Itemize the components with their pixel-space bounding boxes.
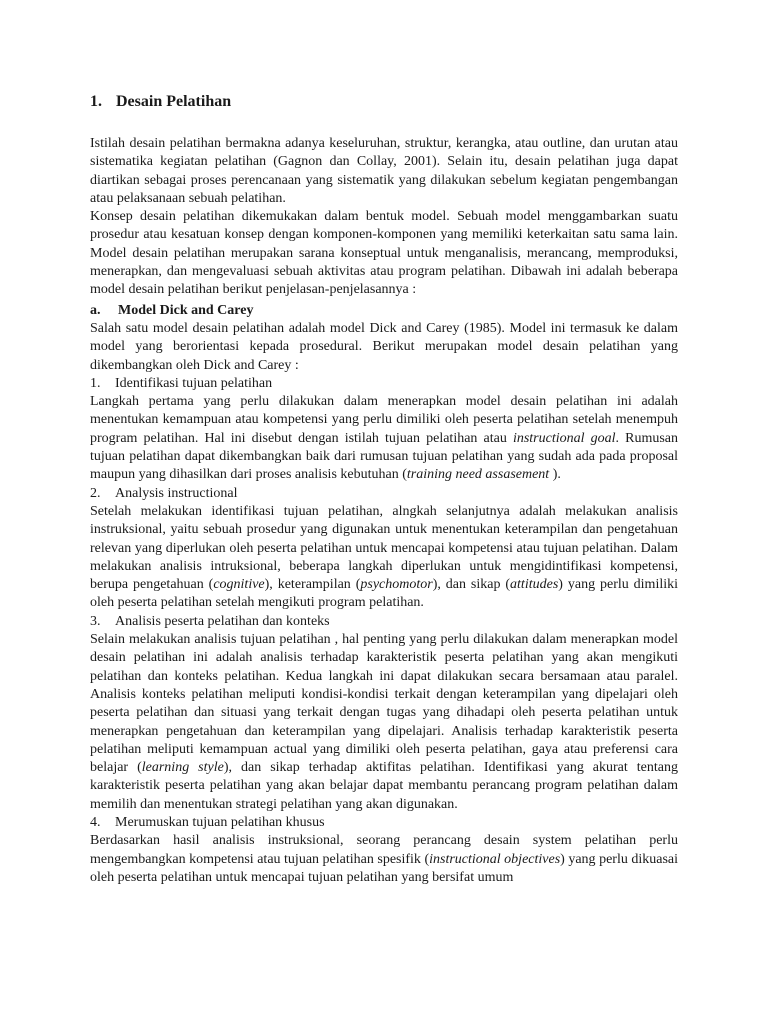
- italic-term: instructional objectives: [429, 851, 561, 867]
- subsection-heading: [90, 302, 678, 320]
- step-heading-4: [90, 814, 678, 832]
- step-number: 3.: [90, 613, 101, 629]
- intro-paragraph-1: Istilah desain pelatihan bermakna adanya keseluruhan, struktur, kerangka, atau outline, dan urutan atau sistematika kegiatan pelatihan (Gagnon dan Collay, 2001). Selain itu, desain pelatihan juga dapat diartikan sebagai proses perencanaan yang sistematik yang dilakukan sebelum kegiatan pengembangan atau pelaksanaan sebuah pelatihan.: [90, 136, 678, 206]
- step-number: 4.: [90, 814, 101, 830]
- text-run: Langkah pertama yang perlu dilakukan dalam menerapkan model desain pelatihan ini adalah menentukan kemampuan atau kompetensi yang perlu dimiliki oleh peserta pelatihan setelah menempuh program pelatihan. Hal ini disebut dengan istilah tujuan pelatihan atau: [90, 394, 678, 446]
- section-heading: [90, 91, 678, 113]
- subsection-title: Model Dick and Carey: [118, 302, 254, 318]
- step-paragraph-4: [90, 832, 678, 887]
- text-run: ), dan sikap terhadap aktifitas pelatihan. Identifikasi yang akurat tentang karakteristik peserta pelatihan yang akan belajar dapat membantu perancang program pelatihan dalam memilih dan menentukan strategi pelatihan yang akan digunakan.: [90, 760, 678, 812]
- step-heading-3: [90, 613, 678, 631]
- text-run: ), dan sikap (: [432, 577, 511, 593]
- text-run: ).: [549, 467, 561, 483]
- text-run: ) yang perlu dikuasai oleh peserta pelatihan untuk mencapai tujuan pelatihan yang bersifat umum: [90, 851, 678, 885]
- subsection-letter: a.: [90, 302, 101, 318]
- subsection-intro: Salah satu model desain pelatihan adalah model Dick and Carey (1985). Model ini termasuk ke dalam model yang berorientasi kepada prosedural. Berikut merupakan model desain pelatihan yang dikembangkan oleh Dick and Carey :: [90, 320, 678, 373]
- intro-paragraph-2: Konsep desain pelatihan dikemukakan dalam bentuk model. Sebuah model menggambarkan suatu prosedur atau kesatuan konsep dengan komponen-komponen yang memiliki keterkaitan satu sama lain. Model desain pelatihan merupakan sarana konseptual untuk menganalisis, merancang, memproduksi, menerapkan, dan mengevaluasi sebuah aktivitas atau program pelatihan. Dibawah ini adalah beberapa model desain pelatihan berikut penjelasan-penjelasannya :: [90, 209, 678, 298]
- step-title: Analysis instructional: [115, 485, 238, 501]
- step-number: 2.: [90, 485, 101, 501]
- text-run: Selain melakukan analisis tujuan pelatihan , hal penting yang perlu dilakukan dalam menerapkan model desain pelatihan ini adalah analisis terhadap karakteristik peserta pelatihan yang akan mengikuti pelatihan dan konteks pelatihan. Kedua langkah ini dapat dilakukan secara bersamaan atau paralel. Analisis konteks pelatihan meliputi kondisi-kondisi terkait dengan keterampilan yang dipelajari oleh peserta pelatihan dan situasi yang terkait dengan tugas yang dihadapi oleh peserta pelatihan untuk menerapkan pengetahuan dan keterampilan yang dipelajari. Analisis terhadap karakteristik peserta pelatihan meliputi kemampuan actual yang dimiliki oleh peserta pelatihan, gaya atau preferensi cara belajar (: [90, 632, 678, 776]
- step-paragraph-1: [90, 393, 678, 484]
- text-run: Berdasarkan hasil analisis instruksional, seorang perancang desain system pelatihan perlu mengembangkan kompetensi atau tujuan pelatihan spesifik (: [90, 833, 678, 867]
- step-paragraph-2: [90, 503, 678, 613]
- step-paragraph-3: [90, 631, 678, 814]
- italic-term: instructional goal: [512, 430, 616, 446]
- italic-term: training need assasement: [406, 467, 550, 483]
- step-heading-1: [90, 375, 678, 393]
- step-heading-2: [90, 485, 678, 503]
- step-title: Merumuskan tujuan pelatihan khusus: [115, 814, 325, 830]
- step-title: Identifikasi tujuan pelatihan: [115, 375, 273, 391]
- italic-term: cognitive: [213, 577, 265, 593]
- text-run: . Rumusan tujuan pelatihan dapat dikembangkan baik dari rumusan tujuan pelatihan yang sudah ada pada proposal maupun yang dihasilkan dari proses analisis kebutuhan (: [90, 430, 679, 483]
- text-run: ) yang perlu dimiliki oleh peserta pelatihan setelah mengikuti program pelatihan.: [90, 577, 679, 611]
- step-title: Analisis peserta pelatihan dan konteks: [115, 613, 330, 629]
- italic-term: learning style: [141, 760, 224, 776]
- section-number: 1.: [90, 93, 102, 110]
- italic-term: psychomotor: [360, 577, 433, 593]
- text-run: ), keterampilan (: [264, 577, 361, 593]
- italic-term: attitudes: [510, 577, 559, 593]
- step-number: 1.: [90, 375, 101, 391]
- text-run: Setelah melakukan identifikasi tujuan pelatihan, alngkah selanjutnya adalah melakukan analisis instruksional, yaitu sebuah prosedur yang digunakan untuk menentukan keterampilan dan pengetahuan relevan yang diperlukan oleh peserta pelatihan untuk mencapai kompetensi atau tujuan pelatihan. Dalam melakukan analisis intruksional, beberapa langkah diperlukan untuk mengidintifikasi kompetensi, berupa pengetahuan (: [90, 503, 678, 593]
- section-title: Desain Pelatihan: [116, 93, 232, 110]
